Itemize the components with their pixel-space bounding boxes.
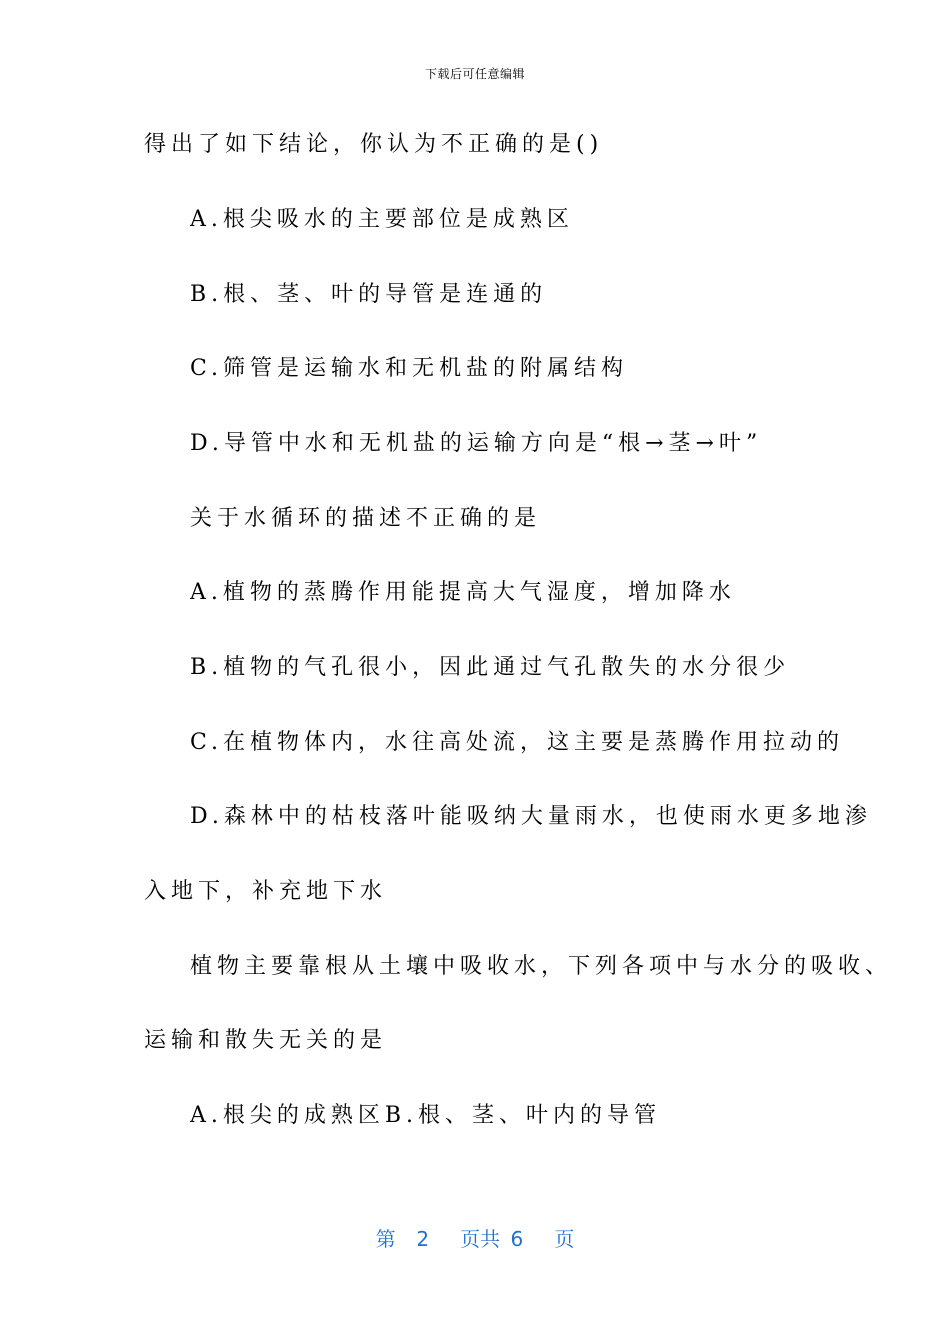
page-number-footer [0,1225,950,1253]
page-number-text: 第 2 页共 6 页 [375,1227,575,1251]
option-a: A.植物的蒸腾作用能提高大气湿度，增加降水 [190,580,736,605]
option-a: A.根尖吸水的主要部位是成熟区 [190,207,574,232]
page-header-note: 下载后可任意编辑 [424,67,525,81]
option-c: C.筛管是运输水和无机盐的附属结构 [190,356,629,381]
question-stem: 植物主要靠根从土壤中吸收水，下列各项中与水分的吸收、 [190,954,893,979]
question-stem-continuation: 运输和散失无关的是 [144,1028,388,1053]
options-a-b: A.根尖的成熟区B.根、茎、叶内的导管 [190,1103,662,1128]
question-stem: 关于水循环的描述不正确的是 [190,506,542,531]
option-b: B.根、茎、叶的导管是连通的 [190,282,548,307]
option-c: C.在植物体内，水往高处流，这主要是蒸腾作用拉动的 [190,730,845,755]
option-d-continuation: 入地下，补充地下水 [144,879,388,904]
option-d: D.森林中的枯枝落叶能吸纳大量雨水，也使雨水更多地渗 [190,804,872,829]
option-b: B.植物的气孔很小，因此通过气孔散失的水分很少 [190,655,791,680]
question-text-line: 得出了如下结论，你认为不正确的是() [144,132,604,157]
option-d: D.导管中水和无机盐的运输方向是“根→茎→叶” [190,431,763,456]
